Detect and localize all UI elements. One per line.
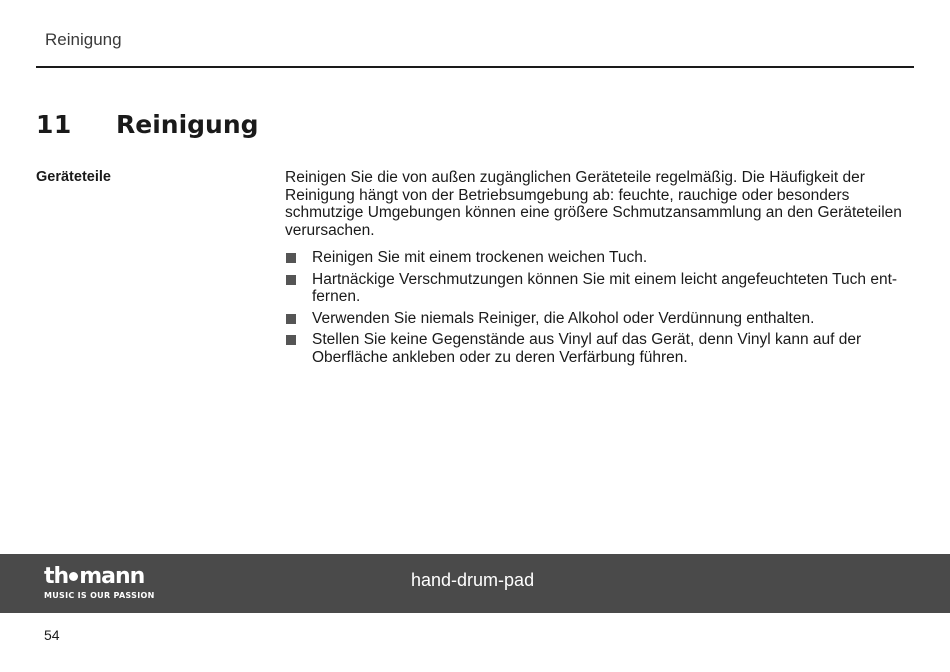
list-item-text: Stellen Sie keine Gegenstände aus Vinyl auf das Gerät, denn Vinyl kann auf der Oberfläche ankleben oder zu deren Verfärbung führen.: [312, 331, 862, 366]
chapter-title: Reinigung: [116, 110, 259, 139]
logo-wordmark-part: mann: [79, 564, 145, 589]
square-bullet-icon: [286, 275, 296, 285]
list-item: [285, 310, 917, 328]
running-header: Reinigung: [45, 30, 122, 49]
square-bullet-icon: [286, 335, 296, 345]
chapter-number: 11: [36, 110, 72, 139]
header-rule: [36, 66, 914, 68]
bullet-list: [285, 249, 917, 366]
list-item-text: Verwenden Sie niemals Reiniger, die Alkohol oder Verdünnung enthalten.: [312, 309, 815, 327]
intro-paragraph: Reinigen Sie die von außen zugänglichen Geräteteile regelmäßig. Die Häufigkeit der Reinigung hängt von der Betriebsumgebung ab: feuchte, rauchige oder besonders schmutzige Umgebungen können eine größere Schmutzansammlung an den Geräteteilen verursachen.: [285, 169, 902, 239]
list-item-text: Reinigen Sie mit einem trockenen weichen Tuch.: [312, 249, 648, 266]
product-name: hand-drum-pad: [411, 570, 535, 590]
list-item-text: Hartnäckige Verschmutzungen können Sie mit einem leicht angefeuchteten Tuch entfernen.: [312, 270, 898, 305]
thomann-logo: [44, 566, 155, 600]
page-number: 54: [44, 627, 60, 643]
section-body: [285, 169, 917, 370]
logo-dot-icon: [69, 572, 78, 581]
section-label: Geräteteile: [36, 169, 111, 185]
logo-wordmark: [44, 566, 155, 588]
logo-tagline: MUSIC IS OUR PASSION: [44, 591, 155, 600]
logo-wordmark-part: th: [44, 564, 69, 589]
list-item: [285, 249, 917, 267]
square-bullet-icon: [286, 314, 296, 324]
list-item: [285, 271, 917, 306]
footer-bar: [0, 554, 950, 613]
list-item: [285, 331, 917, 366]
square-bullet-icon: [286, 253, 296, 263]
